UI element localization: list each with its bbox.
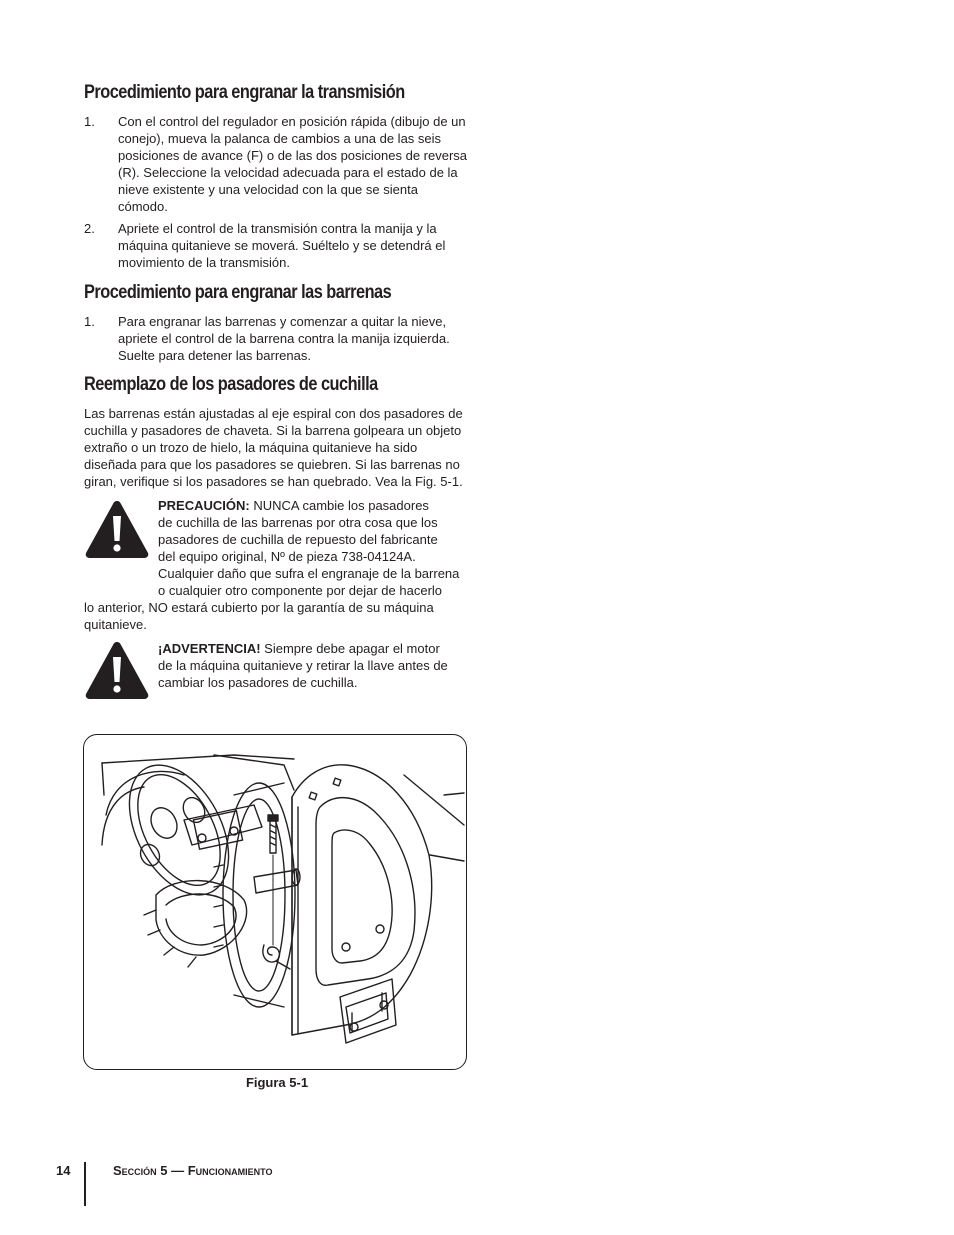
caution-label: PRECAUCIÓN:: [158, 498, 250, 513]
list-number: 1.: [84, 114, 95, 129]
page-number: 14: [56, 1163, 71, 1178]
list-text: Apriete el control de la transmisión contra la manija y la máquina quitanieve se moverá. Suéltelo y se detendrá el movimiento de la transmisión.: [118, 221, 446, 270]
list-text: Para engranar las barrenas y comenzar a quitar la nieve, apriete el control de la barrena contra la manija izquierda. Suelte para detener las barrenas.: [118, 314, 450, 363]
warning-line: cambiar los pasadores de cuchilla.: [158, 675, 358, 690]
heading-engage-augers: Procedimiento para engranar las barrenas: [84, 282, 392, 303]
list-item: [84, 113, 470, 215]
caution-line: o cualquier otro componente por dejar de hacerlo: [158, 583, 443, 598]
caution-text: [84, 497, 474, 633]
figure-caption: Figura 5-1: [245, 1075, 309, 1090]
heading-engage-transmission: Procedimiento para engranar la transmisión: [84, 82, 405, 103]
figure-shear-pin-illustration: [83, 734, 467, 1070]
warning-line: Siempre debe apagar el motor: [260, 641, 440, 656]
caution-line: NUNCA cambie los pasadores: [249, 498, 429, 513]
list-number: 2.: [84, 221, 95, 236]
warning-triangle-icon: [84, 640, 150, 700]
list-text: Con el control del regulador en posición rápida (dibujo de un conejo), mueva la palanca de cambios a una de las seis posiciones de avance (F) o de las dos posiciones de reversa (R). Seleccione la velocidad adecuada para el estado de la nieve existente y una velocidad con la que se sienta cómodo.: [118, 114, 468, 214]
caution-line: Cualquier daño que sufra el engranaje de la barrena: [158, 566, 460, 581]
warning-label: ¡ADVERTENCIA!: [158, 641, 261, 656]
shear-pin-paragraph: Las barrenas están ajustadas al eje espiral con dos pasadores de cuchilla y pasadores de chaveta. Si la barrena golpeara un objeto extraño o un trozo de hielo, la máquina quitanieve ha sido diseñada para que los pasadores se quiebren. Si las barrenas no giran, verifique si los pasadores se han quebrado. Vea la Fig. 5-1.: [84, 406, 463, 489]
list-number: 1.: [84, 314, 95, 329]
footer-section-title: Sección 5 — Funcionamiento: [113, 1163, 273, 1178]
heading-shear-pins: Reemplazo de los pasadores de cuchilla: [84, 374, 378, 395]
footer-divider: [84, 1162, 86, 1206]
warning-line: de la máquina quitanieve y retirar la llave antes de: [158, 658, 448, 673]
warning-text: [158, 640, 474, 691]
list-item: [84, 220, 470, 271]
auger-shear-pin-drawing: [84, 735, 466, 1069]
caution-line: lo anterior, NO estará cubierto por la garantía de su máquina: [84, 600, 434, 615]
caution-line: pasadores de cuchilla de repuesto del fabricante: [158, 532, 438, 547]
caution-line: del equipo original, Nº de pieza 738-04124A.: [158, 549, 416, 564]
caution-line: de cuchilla de las barrenas por otra cosa que los: [158, 515, 438, 530]
list-item: [84, 313, 470, 364]
caution-line: quitanieve.: [84, 617, 147, 632]
